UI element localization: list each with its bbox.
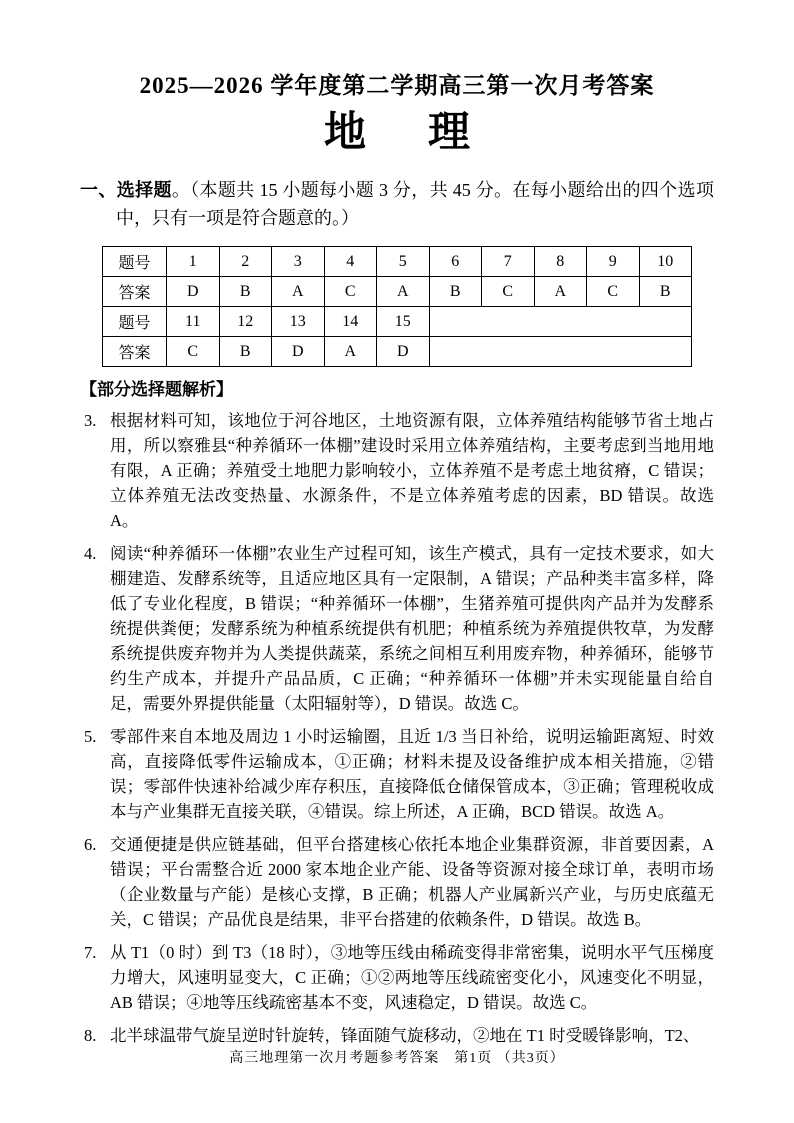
table-cell: D <box>377 337 430 367</box>
table-cell: C <box>324 277 377 307</box>
explanation-text: 从 T1（0 时）到 T3（18 时），③地等压线由稀疏变得非常密集，说明水平气压梯度力增大，风速明显变大，C 正确；①②两地等压线疏密变化小，风速变化不明显，AB 错误；④地等压线疏密基本不变，风速稳定，D 错误。故选 C。 <box>110 943 714 1012</box>
explanation-number: 6. <box>84 835 97 854</box>
table-cell: D <box>167 277 220 307</box>
table-row <box>103 307 692 337</box>
explanation-number: 8. <box>84 1026 97 1045</box>
table-cell-empty <box>429 307 692 337</box>
table-row <box>103 277 692 307</box>
table-cell: 4 <box>324 247 377 277</box>
table-cell: A <box>324 337 377 367</box>
table-cell: B <box>639 277 692 307</box>
row-label: 答案 <box>103 277 167 307</box>
explanation-text: 北半球温带气旋呈逆时针旋转，锋面随气旋移动，②地在 T1 时受暖锋影响，T2、 <box>110 1026 700 1045</box>
page-footer: 高三地理第一次月考题参考答案 第1页 （共3页） <box>229 1051 565 1066</box>
subject-title: 地 理 <box>323 110 480 156</box>
table-cell: B <box>219 337 272 367</box>
explanation-item <box>80 724 714 824</box>
explanation-item <box>80 832 714 932</box>
table-cell: 13 <box>272 307 325 337</box>
table-cell: 6 <box>429 247 482 277</box>
explanation-text: 根据材料可知，该地位于河谷地区，土地资源有限，立体养殖结构能够节省土地占用，所以察雅县“种养循环一体棚”建设时采用立体养殖结构，主要考虑到当地用地有限，A 正确；养殖受土地肥力影响较小，立体养殖不是考虑土地贫瘠，C 错误；立体养殖无法改变热量、水源条件，不是立体养殖考虑的因素，BD 错误。故选 A。 <box>110 411 714 530</box>
explanation-item <box>80 940 714 1015</box>
table-cell: C <box>587 277 640 307</box>
section-heading-title: 一、选择题 <box>80 180 172 200</box>
table-cell-empty <box>429 337 692 367</box>
table-cell: 15 <box>377 307 430 337</box>
section-heading <box>80 176 714 232</box>
explanation-item <box>80 1023 714 1048</box>
table-cell: 5 <box>377 247 430 277</box>
table-cell: 8 <box>534 247 587 277</box>
row-label: 题号 <box>103 247 167 277</box>
explanation-text: 零部件来自本地及周边 1 小时运输圈，且近 1/3 当日补给，说明运输距离短、时效高，直接降低零件运输成本，①正确；材料未提及设备维护成本相关措施，②错误；零部件快速补给减少库存积压，直接降低仓储保管成本，③正确；管理税收成本与产业集群无直接关联，④错误。综上所述，A 正确，BCD 错误。故选 A。 <box>110 727 714 821</box>
table-cell: 12 <box>219 307 272 337</box>
row-label: 题号 <box>103 307 167 337</box>
section-heading-desc: 。（本题共 15 小题每小题 3 分，共 45 分。在每小题给出的四个选项中，只有一项是符合题意的。） <box>116 180 715 228</box>
table-cell: 14 <box>324 307 377 337</box>
explanation-item <box>80 541 714 716</box>
explanation-text: 交通便捷是供应链基础，但平台搭建核心依托本地企业集群资源，非首要因素，A 错误；平台需整合近 2000 家本地企业产能、设备等资源对接全球订单，表明市场（企业数量与产能）是核心支撑，B 正确；机器人产业属新兴产业，与历史底蕴无关，C 错误；产品优良是结果，非平台搭建的依赖条件，D 错误。故选 B。 <box>110 835 714 929</box>
answer-table <box>102 246 692 367</box>
table-row <box>103 337 692 367</box>
table-row <box>103 247 692 277</box>
table-cell: 9 <box>587 247 640 277</box>
document-title: 2025—2026 学年度第二学期高三第一次月考答案 <box>139 73 655 98</box>
table-cell: 7 <box>482 247 535 277</box>
table-cell: 1 <box>167 247 220 277</box>
row-label: 答案 <box>103 337 167 367</box>
table-cell: C <box>167 337 220 367</box>
explanation-number: 4. <box>84 544 97 563</box>
analysis-section-heading: 【部分选择题解析】 <box>80 380 233 399</box>
explanation-number: 7. <box>84 943 97 962</box>
table-cell: A <box>377 277 430 307</box>
table-cell: B <box>429 277 482 307</box>
explanation-text: 阅读“种养循环一体棚”农业生产过程可知，该生产模式，具有一定技术要求，如大棚建造、发酵系统等，且适应地区具有一定限制，A 错误；产品种类丰富多样，降低了专业化程度，B 错误；“种养循环一体棚”，生猪养殖可提供肉产品并为发酵系统提供粪便；发酵系统为种植系统提供有机肥；种植系统为养殖提供牧草，为发酵系统提供废弃物并为人类提供蔬菜，系统之间相互利用废弃物，种养循环，能够节约生产成本，并提升产品品质，C 正确；“种养循环一体棚”并未实现能量自给自足，需要外界提供能量（太阳辐射等），D 错误。故选 C。 <box>110 544 714 713</box>
table-cell: A <box>272 277 325 307</box>
table-cell: 2 <box>219 247 272 277</box>
explanation-item <box>80 408 714 533</box>
explanation-number: 5. <box>84 727 97 746</box>
table-cell: D <box>272 337 325 367</box>
table-cell: A <box>534 277 587 307</box>
table-cell: 11 <box>167 307 220 337</box>
table-cell: 3 <box>272 247 325 277</box>
table-cell: 10 <box>639 247 692 277</box>
table-cell: C <box>482 277 535 307</box>
explanation-number: 3. <box>84 411 97 430</box>
table-cell: B <box>219 277 272 307</box>
